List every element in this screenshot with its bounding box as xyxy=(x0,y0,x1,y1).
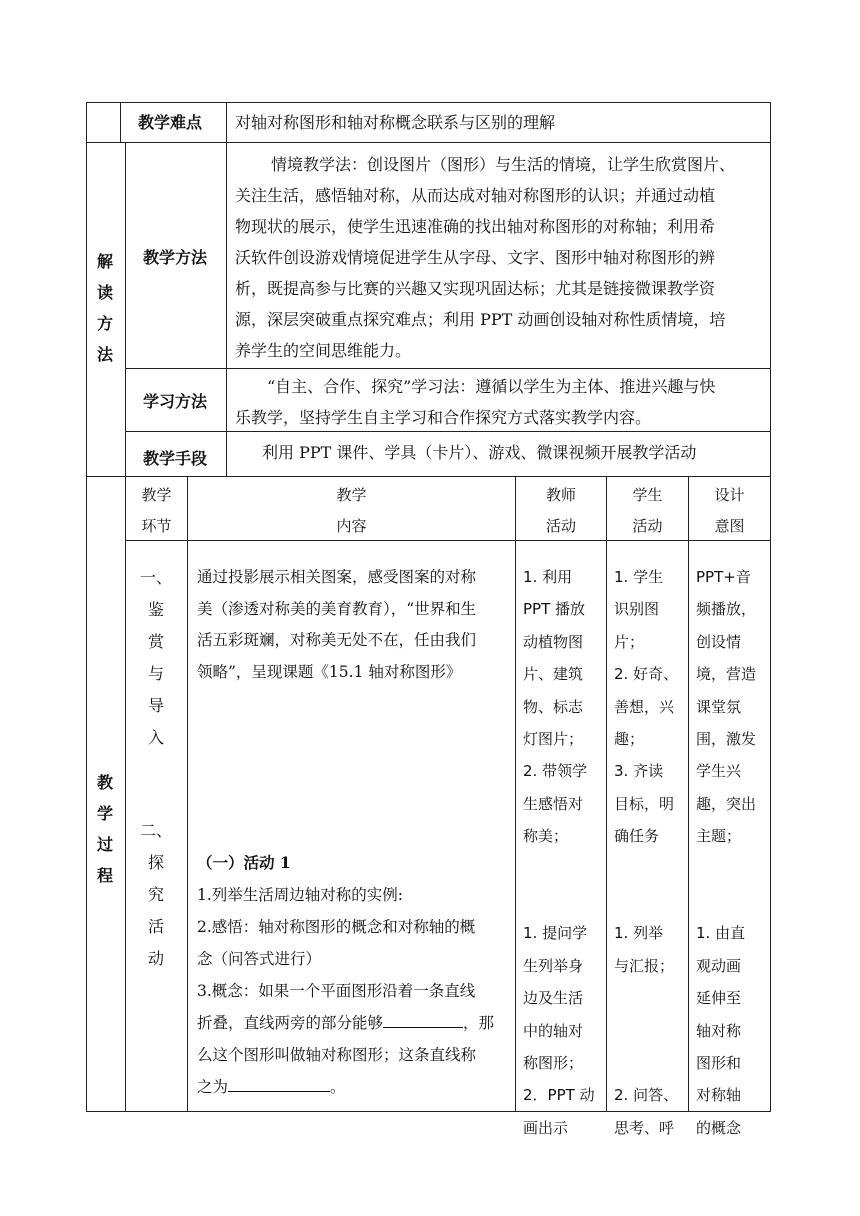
text-line: 1.列举生活周边轴对称的实例: xyxy=(197,886,404,904)
text-line: 2. 好奇、 xyxy=(614,665,679,684)
content-2 xyxy=(197,847,494,1103)
text-line: 乐教学，坚持学生自主学习和合作探究方式落实教学内容。 xyxy=(235,408,652,427)
text-line: 通过投影展示相关图案，感受图案的对称 xyxy=(197,568,477,586)
stage-char: 二、 xyxy=(139,821,172,840)
text-fragment: 之为 xyxy=(197,1078,229,1096)
stage-char: 探 xyxy=(147,853,164,872)
col-divider-top-a xyxy=(120,102,121,142)
stage-1-label xyxy=(136,562,176,754)
text-line: 确任务 xyxy=(614,827,660,846)
header-line: 环节 xyxy=(141,517,172,535)
col-divider-proc-4 xyxy=(688,476,689,1112)
text-line: 趣； xyxy=(614,730,645,749)
text-line: 围，激发 xyxy=(696,730,757,749)
text-line: 思考、呼 xyxy=(614,1118,675,1137)
row-divider-2 xyxy=(125,368,771,369)
col-divider-proc-1 xyxy=(187,476,188,1112)
text-line: 灯图片； xyxy=(523,730,584,749)
text-line: 对称轴 xyxy=(696,1086,742,1105)
text-line: 析，既提高参与比赛的兴趣又实现巩固达标；尤其是链接微课教学资 xyxy=(235,279,716,298)
stage-char: 究 xyxy=(147,885,164,904)
text-line: 1. 由直 xyxy=(696,924,746,943)
text-line: 称图形； xyxy=(523,1054,584,1073)
text-line xyxy=(197,1071,494,1103)
learning-method-label: 学习方法 xyxy=(143,392,208,411)
header-student xyxy=(607,480,688,542)
text-line: 片、建筑 xyxy=(523,665,584,684)
col-divider-top-b xyxy=(226,102,227,142)
stage-char: 赏 xyxy=(147,632,164,651)
header-line: 意图 xyxy=(714,517,745,535)
text-line: 目标，明 xyxy=(614,794,675,813)
activity-heading: （一）活动 1 xyxy=(197,853,291,872)
table-border-right xyxy=(770,102,771,1112)
row-divider-1 xyxy=(86,142,771,143)
text-fragment: ，那 xyxy=(463,1014,495,1032)
text-line: 称美； xyxy=(523,827,569,846)
text-line: 活五彩斑斓，对称美无处不在，任由我们 xyxy=(197,631,477,649)
stage-char: 导 xyxy=(147,696,164,715)
row-divider-4 xyxy=(86,476,771,477)
header-stage xyxy=(126,480,187,542)
process-char: 学 xyxy=(96,804,113,823)
text-line: 2.感悟：轴对称图形的概念和对称轴的概 xyxy=(197,918,476,936)
text-line: 养学生的空间思维能力。 xyxy=(235,341,412,360)
fill-in-blank[interactable] xyxy=(383,1011,463,1028)
header-line: 内容 xyxy=(336,517,367,535)
text-fragment: 折叠，直线两旁的部分能够 xyxy=(197,1014,384,1032)
header-line: 教学 xyxy=(336,486,367,504)
text-line: 学生兴 xyxy=(696,762,742,781)
header-line: 学生 xyxy=(632,486,663,504)
text-line: 频播放， xyxy=(696,600,757,619)
text-line: 情境教学法：创设图片（图形）与生活的情境，让学生欣赏图片、 xyxy=(271,155,736,174)
text-line: 生感悟对 xyxy=(523,794,584,813)
interpretation-char: 法 xyxy=(96,345,113,364)
design-intent xyxy=(696,561,756,1144)
header-line: 设计 xyxy=(714,486,745,504)
teaching-means-text: 利用 PPT 课件、学具（卡片）、游戏、微课视频开展教学活动 xyxy=(262,443,697,462)
text-line: PPT+音 xyxy=(696,568,751,586)
text-line: 物、标志 xyxy=(523,697,584,716)
text-line: 延伸至 xyxy=(696,989,742,1008)
text-line: 3.概念：如果一个平面图形沿着一条直线 xyxy=(197,982,476,1000)
text-line: 2. 带领学 xyxy=(523,762,588,781)
student-activity xyxy=(614,561,678,1144)
text-line: 领略”，呈现课题《15.1 轴对称图形》 xyxy=(197,662,462,681)
header-teacher xyxy=(516,480,606,542)
teacher-activity xyxy=(523,561,595,1144)
text-line: 么这个图形叫做轴对称图形；这条直线称 xyxy=(197,1046,477,1064)
stage-char: 活 xyxy=(147,917,164,936)
text-fragment: 。 xyxy=(330,1078,346,1096)
text-line: 念（问答式进行） xyxy=(197,950,322,968)
text-line: 1. 列举 xyxy=(614,924,664,943)
text-line: 动植物图 xyxy=(523,632,584,651)
col-divider-proc-3 xyxy=(606,476,607,1112)
header-line: 活动 xyxy=(632,517,663,535)
text-line: 2. 问答、 xyxy=(614,1086,679,1105)
teaching-means-label: 教学手段 xyxy=(143,449,208,468)
col-divider-mid-a xyxy=(125,142,126,1112)
text-line: 2．PPT 动 xyxy=(523,1086,595,1105)
text-line: 源，深层突破重点探究难点；利用 PPT 动画创设轴对称性质情境，培 xyxy=(235,310,726,329)
text-line: 1. 学生 xyxy=(614,568,664,586)
fill-in-blank[interactable] xyxy=(228,1075,330,1092)
text-line: 画出示 xyxy=(523,1118,569,1137)
table-border-left xyxy=(86,102,87,1112)
process-char: 程 xyxy=(96,866,113,885)
stage-char: 一、 xyxy=(139,568,172,587)
text-line: 1. 提问学 xyxy=(523,924,588,943)
text-line: 关注生活，感悟轴对称，从而达成对轴对称图形的认识；并通过动植 xyxy=(235,186,716,205)
header-design xyxy=(689,480,770,542)
interpretation-char: 解 xyxy=(96,252,113,271)
interpretation-char: 读 xyxy=(96,283,113,302)
text-line: 的概念 xyxy=(696,1118,742,1137)
header-line: 教师 xyxy=(545,486,576,504)
text-line: 1. 利用 xyxy=(523,568,573,586)
text-line: 课堂氛 xyxy=(696,697,742,716)
text-line: 境，营造 xyxy=(696,665,757,684)
header-content xyxy=(188,480,515,542)
stage-char: 动 xyxy=(147,949,164,968)
text-line: 图形和 xyxy=(696,1054,742,1073)
text-line: 观动画 xyxy=(696,956,742,975)
col-divider-proc-2 xyxy=(515,476,516,1112)
col-divider-mid-b xyxy=(226,142,227,476)
text-line: 识别图 xyxy=(614,600,660,619)
text-line: 3. 齐读 xyxy=(614,762,664,781)
text-line: “自主、合作、探究”学习法：遵循以学生为主体、推进兴趣与快 xyxy=(267,377,716,396)
text-line xyxy=(197,1007,494,1039)
text-line: 与汇报； xyxy=(614,956,675,975)
text-line: 生列举身 xyxy=(523,956,584,975)
text-line: 主题； xyxy=(696,827,742,846)
content-1 xyxy=(197,562,476,688)
stage-char: 鉴 xyxy=(147,600,164,619)
teaching-method-label: 教学方法 xyxy=(143,248,208,267)
header-line: 教学 xyxy=(141,486,172,504)
text-line: 趣，突出 xyxy=(696,794,757,813)
text-line: 边及生活 xyxy=(523,989,584,1008)
difficulty-label: 教学难点 xyxy=(138,113,203,132)
text-line: 轴对称 xyxy=(696,1021,742,1040)
text-line: 美（渗透对称美的美育教育），“世界和生 xyxy=(197,599,477,618)
text-line: PPT 播放 xyxy=(523,600,586,619)
stage-2-label xyxy=(136,815,176,975)
text-line: 片； xyxy=(614,632,645,651)
process-char: 过 xyxy=(96,835,113,854)
text-line: 中的轴对 xyxy=(523,1021,584,1040)
table-border-top xyxy=(86,102,771,103)
stage-char: 入 xyxy=(147,728,164,747)
text-line: 善想，兴 xyxy=(614,697,675,716)
difficulty-text: 对轴对称图形和轴对称概念联系与区别的理解 xyxy=(235,113,556,132)
text-line: 物现状的展示，使学生迅速准确的找出轴对称图形的对称轴；利用希 xyxy=(235,217,716,236)
header-line: 活动 xyxy=(545,517,576,535)
text-line: 沃软件创设游戏情境促进学生从字母、文字、图形中轴对称图形的辨 xyxy=(235,248,716,267)
stage-char: 与 xyxy=(147,664,164,683)
text-line: 创设情 xyxy=(696,632,742,651)
interpretation-char: 方 xyxy=(96,314,113,333)
process-char: 教 xyxy=(96,773,113,792)
